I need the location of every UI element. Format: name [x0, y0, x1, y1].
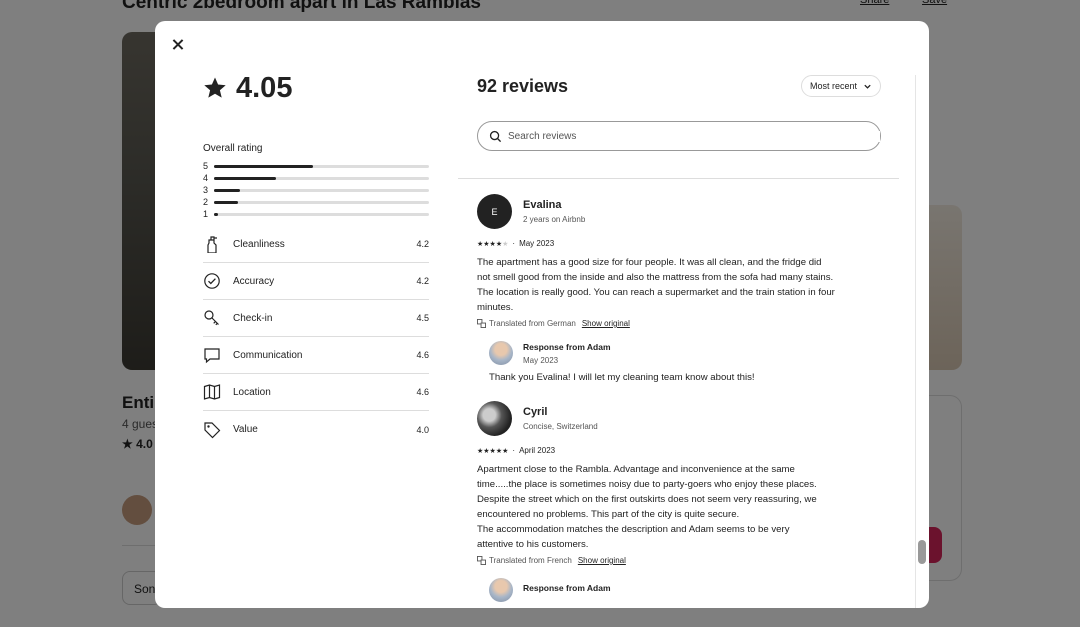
- star-icon: [203, 76, 227, 100]
- separator-dot: ·: [512, 446, 516, 455]
- rating-value: 4.05: [236, 71, 293, 104]
- section-divider: [458, 178, 899, 179]
- reviews-count: 92 reviews: [477, 75, 569, 96]
- rating-bar-row: [203, 208, 429, 220]
- rating-bar-track: [214, 201, 429, 204]
- rating-bar-fill: [214, 165, 313, 168]
- review-text: The apartment has a good size for four people. It was all clean, and the fridge did not smell good from the inside and also the mattress from the sofa had many stains. The location is really good. You can reach a supermarket and the train station in four minutes.: [477, 257, 835, 313]
- scrollbar-thumb[interactable]: [918, 540, 926, 564]
- category-score: 4.5: [416, 313, 429, 323]
- reviewer-meta: Concise, Switzerland: [523, 422, 598, 431]
- reviewer-name: Evalina: [523, 199, 562, 211]
- chat-bubble-icon: [203, 346, 221, 364]
- rating-bar-label: 2: [203, 197, 209, 207]
- review-rating-line: [477, 239, 887, 248]
- translation-note: [477, 319, 887, 328]
- category-score: 4.6: [416, 350, 429, 360]
- search-reviews-input[interactable]: [508, 131, 880, 142]
- rating-bar-fill: [214, 201, 238, 204]
- translate-icon: [477, 556, 486, 565]
- host-avatar: [489, 341, 513, 365]
- rating-bar-label: 1: [203, 209, 209, 219]
- category-row: [203, 263, 429, 300]
- review-rating-line: [477, 446, 887, 455]
- category-row: [203, 337, 429, 374]
- rating-bar-track: [214, 177, 429, 180]
- rating-bar-track: [214, 189, 429, 192]
- review-text: Apartment close to the Rambla. Advantage and inconvenience at the same time.....the place is sometimes noisy due to party-goers who enjoy these places. Despite the street which on the first outskirts does not seem very reassuring, we encountered no problems. This part of the city is quite secure. The accommodation matches the description and Adam seems to be very attentive to his customers.: [477, 464, 817, 550]
- rating-bar-fill: [214, 177, 276, 180]
- close-icon[interactable]: [170, 37, 186, 53]
- category-label: Cleanliness: [233, 238, 285, 250]
- category-ratings: [203, 226, 429, 448]
- translate-icon: [477, 319, 486, 328]
- separator-dot: ·: [512, 239, 516, 248]
- reviewer-avatar[interactable]: E: [477, 194, 512, 229]
- rating-bar-label: 5: [203, 161, 209, 171]
- reviewer-info: [477, 401, 887, 436]
- rating-bar-row: [203, 160, 429, 172]
- review-date: April 2023: [519, 446, 556, 455]
- key-icon: [203, 309, 221, 327]
- translated-label: Translated from French: [489, 556, 572, 565]
- map-icon: [203, 383, 221, 401]
- check-circle-icon: [203, 272, 221, 290]
- review-item: [477, 401, 887, 602]
- sort-dropdown[interactable]: [801, 75, 881, 97]
- rating-bar-fill: [214, 213, 218, 216]
- category-label: Accuracy: [233, 275, 275, 287]
- reviewer-meta: 2 years on Airbnb: [523, 215, 586, 224]
- star-rating-icon: ★★★★★: [477, 447, 509, 455]
- scrollbar[interactable]: [915, 75, 924, 608]
- rating-distribution: [203, 160, 429, 220]
- category-score: 4.0: [416, 424, 429, 435]
- category-row: [203, 374, 429, 411]
- reviews-list: [477, 194, 887, 608]
- rating-bar-label: 3: [203, 185, 209, 195]
- response-text: Thank you Evalina! I will let my cleaning team know about this!: [489, 372, 755, 383]
- category-label: Check-in: [233, 312, 273, 324]
- rating-bar-row: [203, 172, 429, 184]
- reviewer-avatar[interactable]: [477, 401, 512, 436]
- review-date: May 2023: [519, 239, 555, 248]
- spray-bottle-icon: [203, 235, 221, 253]
- category-label: Communication: [233, 349, 303, 361]
- overall-rating: [203, 71, 429, 105]
- review-item: [477, 194, 887, 383]
- category-label: Location: [233, 386, 271, 398]
- star-rating-icon: ★★★★★: [477, 240, 509, 248]
- response-date: May 2023: [523, 355, 559, 365]
- rating-bar-fill: [214, 189, 240, 192]
- rating-summary: [203, 71, 429, 448]
- host-response: [489, 341, 887, 383]
- response-title: Response from Adam: [523, 341, 611, 352]
- reviews-modal: [155, 21, 929, 608]
- rating-bar-row: [203, 196, 429, 208]
- rating-bar-row: [203, 184, 429, 196]
- reviews-header: [477, 75, 881, 151]
- translated-label: Translated from German: [489, 319, 576, 328]
- response-title: Response from Adam: [523, 583, 611, 593]
- category-row: [203, 411, 429, 448]
- translation-note: [477, 556, 887, 565]
- rating-bar-track: [214, 213, 429, 216]
- host-response: [489, 578, 887, 602]
- category-row: [203, 300, 429, 337]
- chevron-down-icon: [863, 82, 872, 91]
- tag-icon: [203, 421, 221, 439]
- show-original-link[interactable]: Show original: [577, 556, 626, 565]
- category-score: 4.6: [416, 387, 429, 397]
- show-original-link[interactable]: Show original: [581, 319, 630, 328]
- category-score: 4.2: [416, 239, 429, 249]
- reviewer-info: [477, 194, 887, 229]
- host-avatar: [489, 578, 513, 602]
- rating-bar-label: 4: [203, 173, 209, 183]
- search-reviews-box[interactable]: [477, 121, 881, 151]
- sort-label: Most recent: [809, 81, 857, 91]
- overall-rating-label: Overall rating: [203, 143, 263, 154]
- category-label: Value: [233, 424, 258, 435]
- search-icon: [489, 130, 502, 143]
- rating-bar-track: [214, 165, 429, 168]
- category-score: 4.2: [416, 276, 429, 286]
- category-row: [203, 226, 429, 263]
- reviewer-name: Cyril: [523, 406, 548, 418]
